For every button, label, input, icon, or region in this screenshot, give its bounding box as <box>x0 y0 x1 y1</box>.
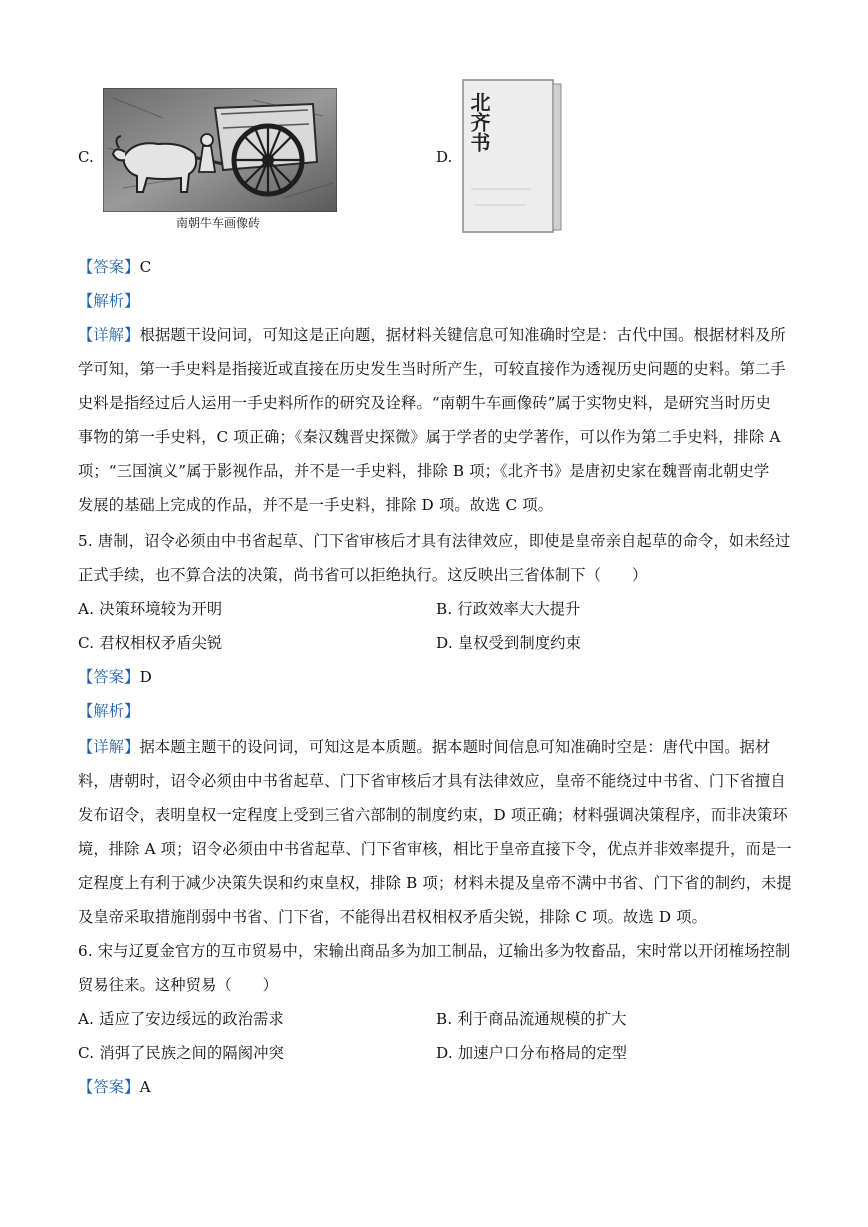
option-c-label: C. <box>78 148 94 166</box>
q4-analysis-line <box>78 290 794 311</box>
q6-stem-line-1: 贸易往来。这种贸易（ ） <box>78 976 279 994</box>
q4-detail-line-0 <box>78 324 794 345</box>
q5-detail-line-1: 料，唐朝时，诏令必须由中书省起草、门下省审核后才具有法律效应，皇帝不能绕过中书省、门下省擅自 <box>78 772 786 790</box>
q5-analysis-line <box>78 700 794 721</box>
q4-detail-line-4: 项；“三国演义”属于影视作品，并不是一手史料，排除 B 项；《北齐书》是唐初史家在魏晋南北朝史学 <box>78 462 770 480</box>
q4-detail-line-2: 史料是指经过后人运用一手史料所作的研究及诠释。“南朝牛车画像砖”属于实物史料，是研究当时历史 <box>78 394 771 412</box>
answer-tag: 【答案】 <box>78 1078 140 1096</box>
ox-cart-brick-image <box>103 88 337 212</box>
q4-detail-text: 根据题干设问词，可知这是正向题，据材料关键信息可知准确时空是：古代中国。根据材料及所 <box>139 326 786 344</box>
q5-detail-line-0 <box>78 736 794 757</box>
q5-stem-line-1: 正式手续，也不算合法的决策，尚书省可以拒绝执行。这反映出三省体制下（ ） <box>78 566 648 584</box>
detail-tag: 【详解】 <box>78 326 140 344</box>
q6-option-d: D. 加速户口分布格局的定型 <box>436 1044 628 1062</box>
q4-answer-line <box>78 256 794 277</box>
analysis-tag: 【解析】 <box>78 702 140 720</box>
q5-detail-line-3: 境，排除 A 项；诏令必须由中书省起草、门下省审核，相比于皇帝直接下令，优点并非效率提升，而是一 <box>78 840 792 858</box>
q5-option-b: B. 行政效率大大提升 <box>436 600 581 618</box>
ox-cart-brick-drawing <box>103 88 337 212</box>
q4-detail-line-3: 事物的第一手史料，C 项正确；《秦汉魏晋史探微》属于学者的史学著作，可以作为第二手史料，排除 A <box>78 428 781 446</box>
q4-answer: C <box>139 258 152 276</box>
q6-option-a: A. 适应了安边绥远的政治需求 <box>78 1010 284 1028</box>
q5-detail-text: 据本题主题干的设问词，可知这是本质题。据本题时间信息可知准确时空是：唐代中国。据材 <box>139 738 771 756</box>
q5-detail-line-2: 发布诏令，表明皇权一定程度上受到三省六部制的制度约束，D 项正确；材料强调决策程序，而非决策环 <box>78 806 788 824</box>
ox-cart-brick-caption: 南朝牛车画像砖 <box>176 216 261 230</box>
analysis-tag: 【解析】 <box>78 292 140 310</box>
q5-option-c: C. 君权相权矛盾尖锐 <box>78 634 223 652</box>
detail-tag: 【详解】 <box>78 738 140 756</box>
book-title-text: 北齐书 <box>467 92 491 152</box>
q6-stem-line-0: 6. 宋与辽夏金官方的互市贸易中，宋输出商品多为加工制品，辽输出多为牧畜品，宋时常以开闭榷场控制 <box>78 942 791 960</box>
q6-option-c: C. 消弭了民族之间的隔阂冲突 <box>78 1044 284 1062</box>
answer-tag: 【答案】 <box>78 668 140 686</box>
q4-detail-line-1: 学可知，第一手史料是指接近或直接在历史发生当时所产生，可较直接作为透视历史问题的史料。第二手 <box>78 360 786 378</box>
q5-option-d: D. 皇权受到制度约束 <box>436 634 581 652</box>
q6-answer: A <box>139 1078 151 1096</box>
q6-answer-line <box>78 1076 794 1097</box>
q4-detail-line-5: 发展的基础上完成的作品，并不是一手史料，排除 D 项。故选 C 项。 <box>78 496 554 514</box>
q5-stem-line-0: 5. 唐制，诏令必须由中书省起草、门下省审核后才具有法律效应，即使是皇帝亲自起草的命令，如未经过 <box>78 532 791 550</box>
q5-answer: D <box>139 668 152 686</box>
q6-option-b: B. 利于商品流通规模的扩大 <box>436 1010 627 1028</box>
q5-answer-line <box>78 666 794 687</box>
book-image <box>461 78 563 234</box>
q5-option-a: A. 决策环境较为开明 <box>78 600 223 618</box>
option-d-label: D. <box>436 148 453 166</box>
answer-tag: 【答案】 <box>78 258 140 276</box>
q5-detail-line-5: 及皇帝采取措施削弱中书省、门下省，不能得出君权相权矛盾尖锐，排除 C 项。故选 D 项。 <box>78 908 708 926</box>
q5-detail-line-4: 定程度上有利于减少决策失误和约束皇权，排除 B 项；材料未提及皇帝不满中书省、门下省的制约，未提 <box>78 874 792 892</box>
